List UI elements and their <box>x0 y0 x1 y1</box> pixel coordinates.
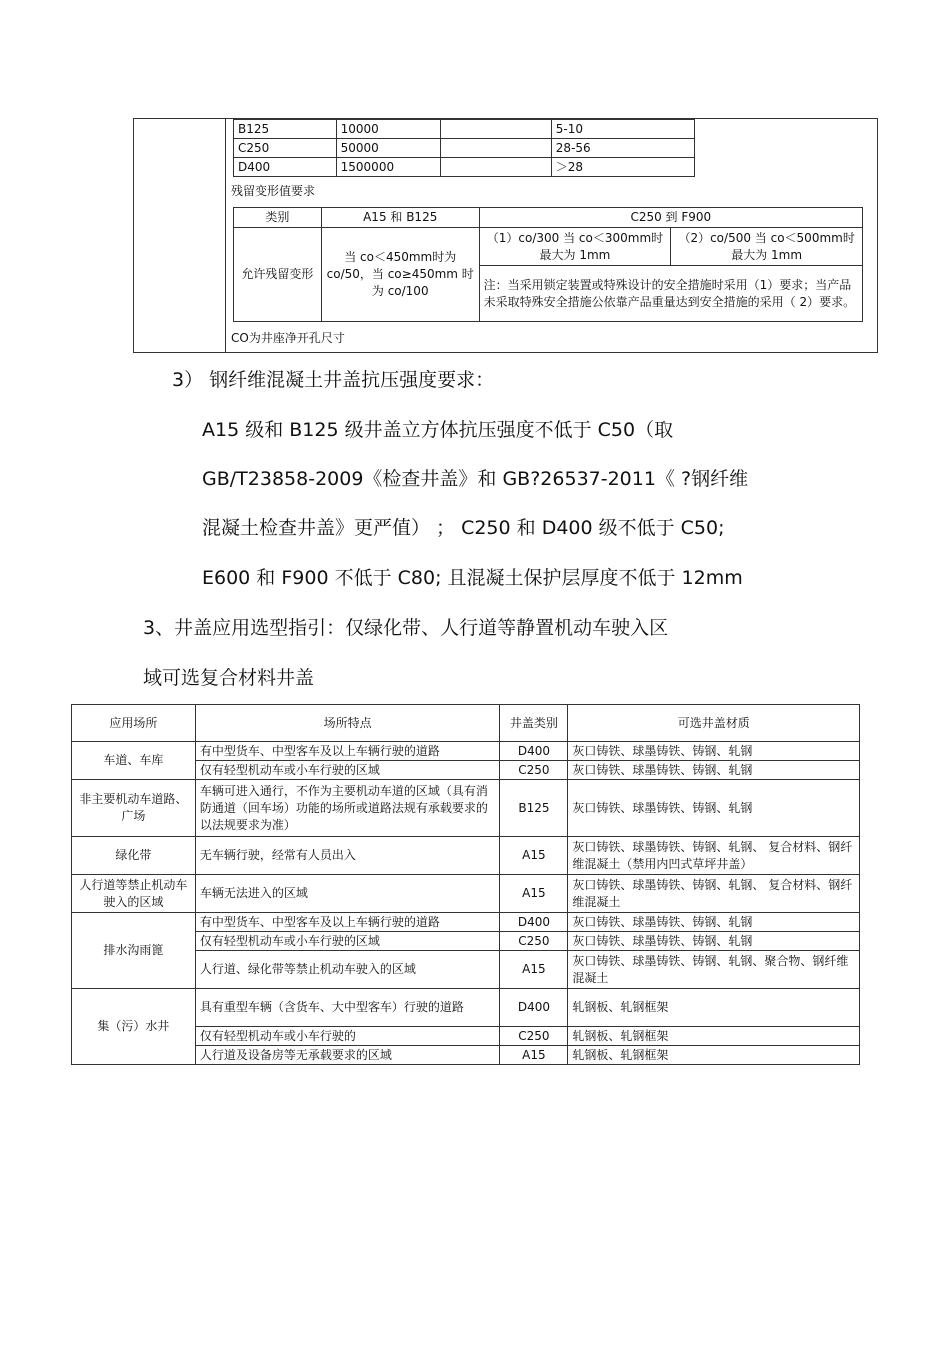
section3-line2: GB/T23858-2009《检查井盖》和 GB?26537-2011《 ?钢纤维 <box>202 468 749 490</box>
load-cell-cls: C250 <box>234 139 337 158</box>
frame-divider <box>225 118 226 353</box>
a15-requirement: 当 co＜450mm时为 co/50，当 co≥450mm 时为 co/100 <box>321 228 479 322</box>
category-cell: C250 <box>500 932 568 951</box>
material-cell: 轧钢板、轧钢框架 <box>568 1027 860 1046</box>
feature-cell: 车辆无法进入的区域 <box>195 875 500 913</box>
residual-title: 残留变形值要求 <box>231 184 316 198</box>
residual-table <box>233 207 863 322</box>
table-row <box>72 989 860 1027</box>
material-cell: 灰口铸铁、球墨铸铁、铸钢、轧钢、 复合材料、钢纤维混凝土（禁用内凹式草坪井盖） <box>568 837 860 875</box>
hdr-type: 类别 <box>234 208 322 228</box>
c250-requirement-1: （1）co/300 当 co＜300mm时最大为 1mm <box>479 228 671 266</box>
load-row <box>234 139 695 158</box>
category-cell: B125 <box>500 780 568 837</box>
material-cell: 灰口铸铁、球墨铸铁、铸钢、轧钢、 复合材料、钢纤维混凝土 <box>568 875 860 913</box>
feature-cell: 有中型货车、中型客车及以上车辆行驶的道路 <box>195 742 500 761</box>
guide-line1: 3、井盖应用选型指引：仅绿化带、人行道等静置机动车驶入区 <box>143 617 669 639</box>
load-cell-blank <box>441 120 552 139</box>
material-cell: 灰口铸铁、球墨铸铁、铸钢、轧钢 <box>568 932 860 951</box>
load-cell-blank <box>441 158 552 177</box>
c250-note: 注：当采用锁定装置或特殊设计的安全措施时采用（1）要求；当产品未采取特殊安全措施公依靠产品重量达到安全措施的采用（ 2）要求。 <box>479 266 862 322</box>
table-row <box>72 837 860 875</box>
c250-requirement-2: （2）co/500 当 co＜500mm时最大为 1mm <box>671 228 863 266</box>
section3-line3: 混凝土检查井盖》更严值） ； C250 和 D400 级不低于 C50; <box>202 517 725 539</box>
place-cell: 非主要机动车道路、广场 <box>72 780 196 837</box>
hdr-c250-f900: C250 到 F900 <box>479 208 862 228</box>
table-row <box>72 913 860 932</box>
load-table <box>233 119 695 177</box>
load-cell-cls: D400 <box>234 158 337 177</box>
section3-line4: E600 和 F900 不低于 C80; 且混凝土保护层厚度不低于 12mm <box>202 567 743 589</box>
material-cell: 轧钢板、轧钢框架 <box>568 1046 860 1065</box>
place-cell: 排水沟雨篦 <box>72 913 196 989</box>
category-cell: A15 <box>500 875 568 913</box>
load-cell-load: 10000 <box>336 120 441 139</box>
row-label: 允许残留变形 <box>234 228 322 322</box>
feature-cell: 有中型货车、中型客车及以上车辆行驶的道路 <box>195 913 500 932</box>
load-cell-load: 1500000 <box>336 158 441 177</box>
header-place: 应用场所 <box>72 705 196 742</box>
feature-cell: 车辆可进入通行，不作为主要机动车道的区域（具有消防通道（回车场）功能的场所或道路法规有承载要求的以法规要求为准） <box>195 780 500 837</box>
guide-line2: 域可选复合材料井盖 <box>143 667 315 689</box>
co-note: CO为井座净开孔尺寸 <box>231 331 345 345</box>
category-cell: A15 <box>500 951 568 989</box>
table-row <box>72 875 860 913</box>
feature-cell: 仅有轻型机动车或小车行驶的 <box>195 1027 500 1046</box>
material-cell: 灰口铸铁、球墨铸铁、铸钢、轧钢 <box>568 913 860 932</box>
load-cell-blank <box>441 139 552 158</box>
feature-cell: 人行道及设备房等无承载要求的区域 <box>195 1046 500 1065</box>
feature-cell: 具有重型车辆（含货车、大中型客车）行驶的道路 <box>195 989 500 1027</box>
material-cell: 灰口铸铁、球墨铸铁、铸钢、轧钢 <box>568 780 860 837</box>
feature-cell: 人行道、绿化带等禁止机动车驶入的区域 <box>195 951 500 989</box>
header-category: 井盖类别 <box>500 705 568 742</box>
category-cell: C250 <box>500 1027 568 1046</box>
load-cell-deform: 28-56 <box>551 139 694 158</box>
category-cell: C250 <box>500 761 568 780</box>
feature-cell: 仅有轻型机动车或小车行驶的区域 <box>195 761 500 780</box>
place-cell: 车道、车库 <box>72 742 196 780</box>
category-cell: D400 <box>500 913 568 932</box>
place-cell: 绿化带 <box>72 837 196 875</box>
section3-line1: A15 级和 B125 级井盖立方体抗压强度不低于 C50（取 <box>202 419 674 441</box>
category-cell: A15 <box>500 1046 568 1065</box>
table-row <box>72 742 860 761</box>
load-cell-cls: B125 <box>234 120 337 139</box>
selection-table <box>71 704 860 1065</box>
section3-heading: 3） 钢纤维混凝土井盖抗压强度要求： <box>172 369 495 391</box>
header-material: 可选井盖材质 <box>568 705 860 742</box>
load-cell-deform: ＞28 <box>551 158 694 177</box>
load-row <box>234 158 695 177</box>
load-cell-deform: 5-10 <box>551 120 694 139</box>
material-cell: 轧钢板、轧钢框架 <box>568 989 860 1027</box>
material-cell: 灰口铸铁、球墨铸铁、铸钢、轧钢 <box>568 742 860 761</box>
hdr-a15-b125: A15 和 B125 <box>321 208 479 228</box>
material-cell: 灰口铸铁、球墨铸铁、铸钢、轧钢、聚合物、钢纤维混凝土 <box>568 951 860 989</box>
feature-cell: 无车辆行驶，经常有人员出入 <box>195 837 500 875</box>
material-cell: 灰口铸铁、球墨铸铁、铸钢、轧钢 <box>568 761 860 780</box>
place-cell: 集（污）水井 <box>72 989 196 1065</box>
feature-cell: 仅有轻型机动车或小车行驶的区域 <box>195 932 500 951</box>
category-cell: D400 <box>500 989 568 1027</box>
category-cell: A15 <box>500 837 568 875</box>
place-cell: 人行道等禁止机动车驶入的区域 <box>72 875 196 913</box>
table-row <box>72 780 860 837</box>
header-feature: 场所特点 <box>195 705 500 742</box>
load-row <box>234 120 695 139</box>
category-cell: D400 <box>500 742 568 761</box>
load-cell-load: 50000 <box>336 139 441 158</box>
